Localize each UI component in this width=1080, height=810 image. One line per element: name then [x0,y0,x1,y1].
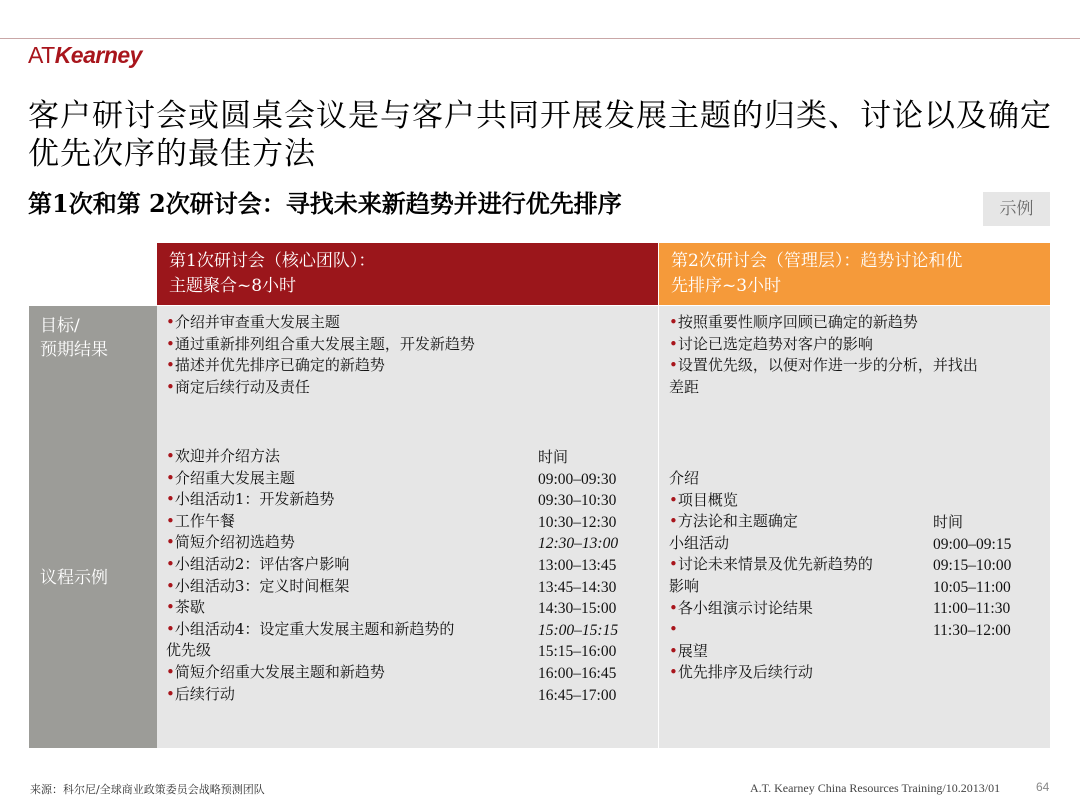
agenda-item: • [669,620,678,639]
workshop1-header: 第1次研讨会（核心团队）： 主题聚合~8小时 [157,243,658,305]
time-slot: 13:00–13:45 [538,556,617,574]
time-header: 时间 [933,513,964,531]
agenda-item: •小组活动1：开发新趋势 [166,490,335,509]
agenda-item: 介绍 [669,469,700,487]
page-subtitle: 第1次和第 2次研讨会：寻找未来新趋势并进行优先排序 [28,189,622,218]
time-slot: 15:00–15:15 [538,621,619,639]
agenda-item: 小组活动 [669,533,730,552]
time-slot: 11:30–12:00 [933,621,1011,639]
time-slot: 15:15–16:00 [538,643,617,661]
workshop1-goals [166,312,475,398]
time-slot: 09:00–09:30 [538,470,617,488]
time-slot: 16:00–16:45 [538,664,617,682]
agenda-item: •介绍重大发展主题 [166,468,295,487]
list-item: •设置优先级，以便对作进一步的分析，并找出 [669,356,978,375]
agenda-item: •各小组演示讨论结果 [669,598,813,617]
agenda-item: •小组活动2：评估客户影响 [166,554,350,573]
row-label-column [29,306,157,748]
time-slot: 13:45–14:30 [538,578,617,596]
list-item: •讨论已选定趋势对客户的影响 [669,334,873,353]
list-item: 差距 [669,377,700,396]
time-slot: 14:30–15:00 [538,600,617,618]
agenda-item: •展望 [669,641,708,660]
agenda-item: •工作午餐 [166,511,235,530]
workshop1-agenda [166,446,454,705]
workshop2-times [933,512,1011,642]
list-item: •通过重新排列组合重大发展主题，开发新趋势 [166,334,475,353]
list-item: •按照重要性顺序回顾已确定的新趋势 [669,313,918,331]
time-slot: 10:05–11:00 [933,578,1011,596]
agenda-item: •小组活动4：设定重大发展主题和新趋势的 [166,619,455,638]
agenda-item: •简短介绍重大发展主题和新趋势 [166,662,385,681]
time-slot: 10:30–12:30 [538,513,617,531]
time-header: 时间 [538,448,569,466]
agenda-item: •茶歇 [166,598,205,617]
workshop2-header: 第2次研讨会（管理层）：趋势讨论和优 先排序~3小时 [659,243,1050,305]
agenda-item: 优先级 [166,641,212,660]
list-item: •描述并优先排序已确定的新趋势 [166,356,385,375]
example-badge: 示例 [983,192,1050,226]
agenda-item: •小组活动3：定义时间框架 [166,576,350,595]
agenda-item: •方法论和主题确定 [669,512,798,531]
kearney-logo: ATKearney [28,42,142,68]
list-item: •介绍并审查重大发展主题 [166,313,340,331]
agenda-item: •后续行动 [166,684,235,703]
workshop2-agenda [669,468,873,684]
footer-credit: A.T. Kearney China Resources Training/10.2013/01 [750,781,1001,795]
workshop1-times [538,447,618,706]
time-slot: 11:00–11:30 [933,600,1011,618]
workshop2-goals [669,312,978,398]
list-item: •商定后续行动及责任 [166,377,310,396]
agenda-item: •讨论未来情景及优先新趋势的 [669,555,873,574]
goals-row-label: 目标/ 预期结果 [40,316,108,360]
time-slot: 09:30–10:30 [538,492,617,510]
time-slot: 12:30–13:00 [538,535,619,553]
top-rule [0,38,1080,39]
source-note: 来源：科尔尼/全球商业政策委员会战略预测团队 [30,783,265,796]
time-slot: 09:00–09:15 [933,535,1012,553]
page-number: 64 [1036,780,1050,794]
column-divider [658,306,659,748]
agenda-item: •优先排序及后续行动 [669,663,813,682]
agenda-item: •欢迎并介绍方法 [166,447,280,465]
agenda-item: •简短介绍初选趋势 [166,533,295,552]
page-title: 客户研讨会或圆桌会议是与客户共同开展发展主题的归类、讨论以及确定优先次序的最佳方法 [28,98,1052,172]
agenda-item: 影响 [669,576,700,595]
agenda-item: •项目概览 [669,490,738,509]
time-slot: 16:45–17:00 [538,686,617,704]
time-slot: 09:15–10:00 [933,557,1012,575]
agenda-row-label: 议程示例 [40,568,108,588]
